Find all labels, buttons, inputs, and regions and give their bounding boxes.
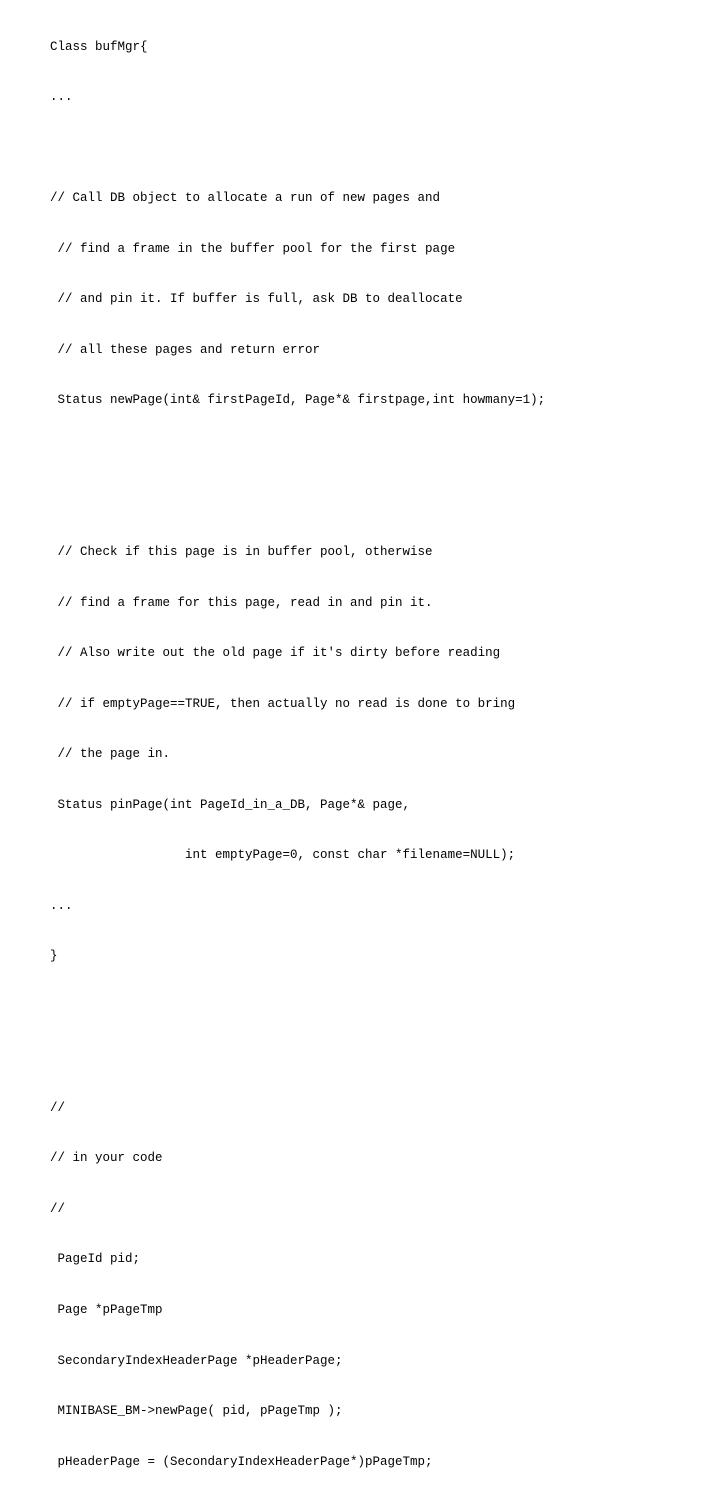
code-line: MINIBASE_BM->newPage( pid, pPageTmp );	[50, 1404, 343, 1419]
code-line: //	[50, 1201, 66, 1216]
code-line	[50, 1049, 545, 1066]
code-line: // and pin it. If buffer is full, ask DB to deallocate	[50, 292, 463, 307]
code-line: // Check if this page is in buffer pool, otherwise	[50, 545, 433, 559]
code-line: ...	[50, 90, 73, 105]
code-line	[50, 140, 545, 157]
code-line: // Also write out the old page if it's dirty before reading	[50, 646, 501, 661]
code-line: // in your code	[50, 1151, 163, 1166]
code-line: PageId pid;	[50, 1252, 141, 1267]
code-line: // the page in.	[50, 747, 171, 762]
code-line: // Call DB object to allocate a run of new pages and	[50, 191, 441, 206]
code-line	[50, 999, 545, 1016]
code-line: // all these pages and return error	[50, 342, 321, 357]
code-line: pHeaderPage = (SecondaryIndexHeaderPage*)pPageTmp;	[50, 1454, 433, 1469]
code-line	[50, 443, 545, 460]
code-line	[50, 493, 545, 510]
code-line: Status pinPage(int PageId_in_a_DB, Page*& page,	[50, 797, 411, 812]
code-line: int emptyPage=0, const char *filename=NULL);	[50, 848, 516, 863]
code-line: SecondaryIndexHeaderPage *pHeaderPage;	[50, 1353, 343, 1368]
code-line: // if emptyPage==TRUE, then actually no read is done to bring	[50, 696, 516, 711]
code-line: ...	[50, 898, 73, 913]
code-line: // find a frame in the buffer pool for the first page	[50, 241, 456, 256]
code-line: Status newPage(int& firstPageId, Page*& firstpage,int howmany=1);	[50, 393, 546, 408]
code-line: // find a frame for this page, read in and pin it.	[50, 595, 433, 610]
code-line: }	[50, 949, 58, 964]
code-line: //	[50, 1100, 66, 1115]
code-line: Class bufMgr{	[50, 39, 148, 54]
code-listing	[50, 5, 545, 1487]
code-line: Page *pPageTmp	[50, 1302, 163, 1317]
